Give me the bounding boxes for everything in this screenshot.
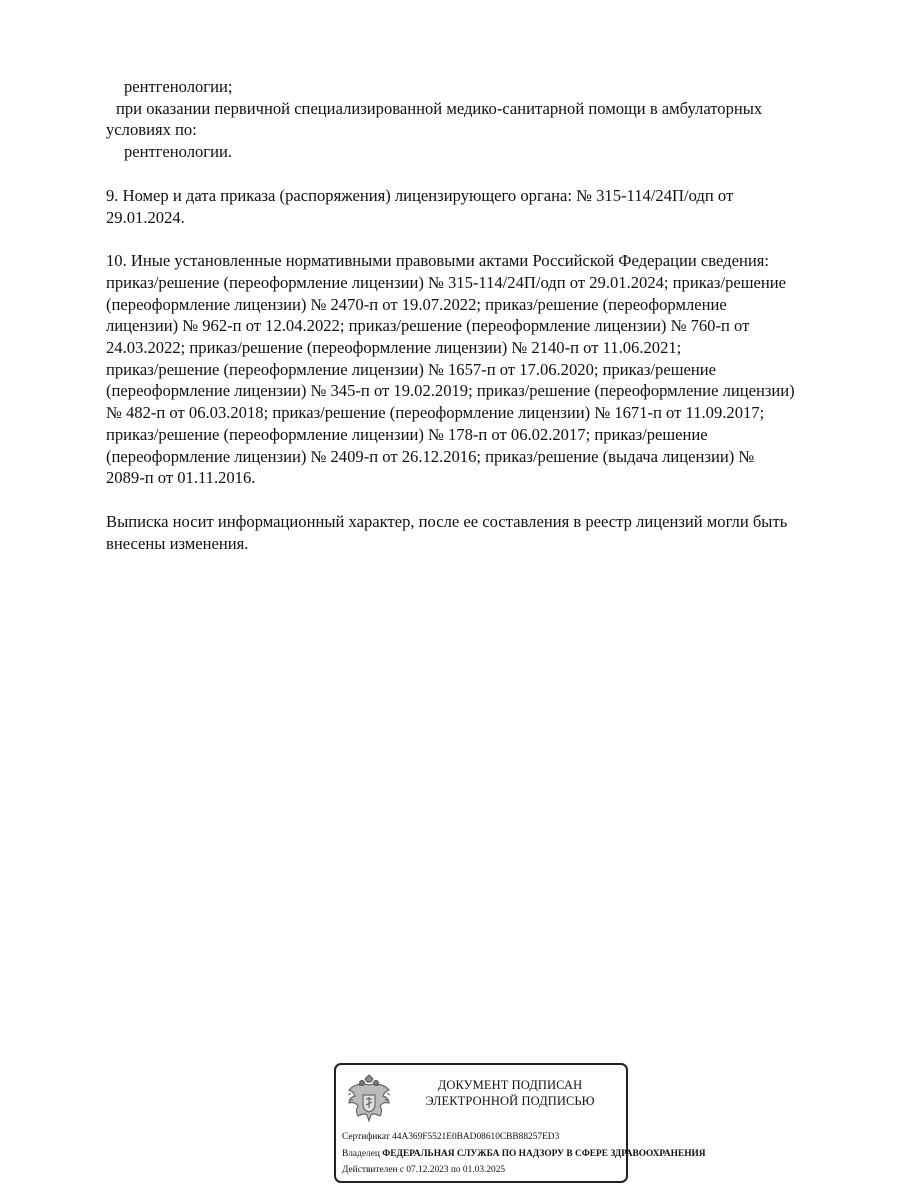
text-line: рентгенологии;	[124, 77, 233, 96]
item-10-line: лицензии) № 962-п от 12.04.2022; приказ/решение (переоформление лицензии) № 760-п от	[106, 316, 750, 336]
text-line: условиях по:	[106, 120, 197, 140]
owner-label: Владелец	[342, 1148, 380, 1159]
item-10-line: приказ/решение (переоформление лицензии) № 1657-п от 17.06.2020; приказ/решение	[106, 359, 716, 379]
text-line: при оказании первичной специализированной медико-санитарной помощи в амбулаторных	[116, 98, 763, 118]
russian-coat-of-arms-icon	[345, 1073, 393, 1127]
certificate-number: Сертификат 44A369F5521E0BAD08610CBB88257ED3	[342, 1132, 560, 1142]
certificate-validity: Действителен с 07.12.2023 по 01.03.2025	[342, 1165, 506, 1175]
note-line: Выписка носит информационный характер, после ее составления в реестр лицензий могли быть	[106, 511, 788, 531]
item-10-line: № 482-п от 06.03.2018; приказ/решение (переоформление лицензии) № 1671-п от 11.09.2017;	[106, 403, 765, 423]
certificate-details	[342, 1129, 706, 1179]
stamp-title-line: ДОКУМЕНТ ПОДПИСАН	[437, 1078, 583, 1092]
text-line: рентгенологии.	[124, 142, 232, 162]
certificate-owner	[342, 1146, 706, 1163]
note-line: внесены изменения.	[106, 533, 249, 553]
item-10-line: 24.03.2022; приказ/решение (переоформление лицензии) № 2140-п от 11.06.2021;	[106, 338, 682, 358]
item-10-line: (переоформление лицензии) № 2409-п от 26.12.2016; приказ/решение (выдача лицензии) №	[106, 446, 755, 466]
document-text	[106, 76, 866, 554]
item-10-line: приказ/решение (переоформление лицензии) № 315-114/24П/одп от 29.01.2024; приказ/решение	[106, 272, 786, 292]
item-10-line: 10. Иные установленные нормативными правовыми актами Российской Федерации сведения:	[106, 251, 769, 271]
stamp-title-line: ЭЛЕКТРОННОЙ ПОДПИСЬЮ	[425, 1094, 595, 1108]
item-9-line: 29.01.2024.	[106, 207, 185, 227]
item-10-line: 2089-п от 01.11.2016.	[106, 468, 256, 488]
item-9-line: 9. Номер и дата приказа (распоряжения) лицензирующего органа: № 315-114/24П/одп от	[106, 185, 734, 205]
owner-value: ФЕДЕРАЛЬНАЯ СЛУЖБА ПО НАДЗОРУ В СФЕРЕ ЗДРАВООХРАНЕНИЯ	[382, 1148, 706, 1159]
item-10-line: приказ/решение (переоформление лицензии) № 178-п от 06.02.2017; приказ/решение	[106, 424, 708, 444]
item-10-line: (переоформление лицензии) № 345-п от 19.02.2019; приказ/решение (переоформление лицензии)	[106, 381, 795, 401]
electronic-signature-stamp	[334, 1063, 706, 1183]
item-10-line: (переоформление лицензии) № 2470-п от 19.07.2022; приказ/решение (переоформление	[106, 294, 727, 314]
stamp-title	[400, 1077, 620, 1109]
